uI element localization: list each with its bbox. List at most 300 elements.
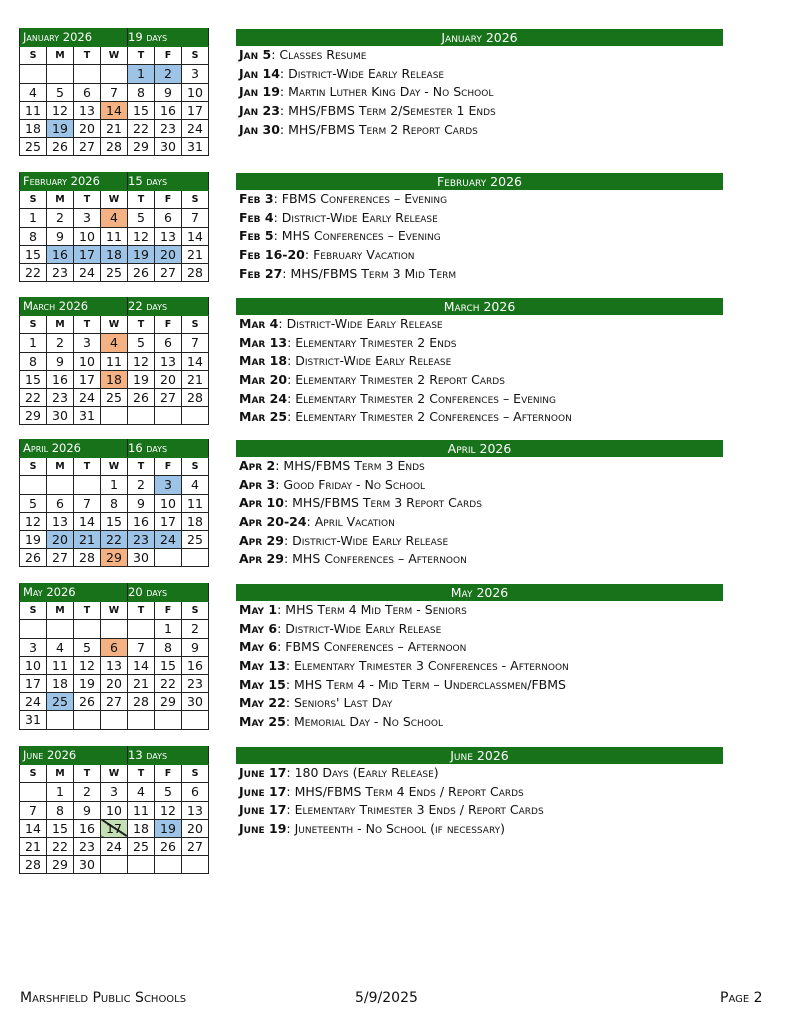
- calendar-week-row: [20, 783, 209, 801]
- calendar-day-cell: 2: [47, 334, 74, 352]
- calendar-3: [19, 439, 209, 567]
- calendar-week-row: [20, 711, 209, 729]
- event-description: : Elementary Trimester 2 Conferences – Evening: [287, 390, 557, 406]
- calendar-day-cell: 18: [128, 819, 155, 837]
- calendar-day-cell: 3: [101, 783, 128, 801]
- footer-school-name: Marshfield Public Schools: [20, 990, 187, 1006]
- calendar-day-cell: 28: [182, 263, 209, 281]
- weekday-header: W: [101, 602, 128, 620]
- calendar-day-cell: 13: [74, 101, 101, 119]
- event-description: : 180 Days (Early Release): [286, 765, 439, 780]
- weekday-header: F: [155, 602, 182, 620]
- calendar-day-cell: 28: [128, 693, 155, 711]
- calendar-day-cell: 4: [128, 783, 155, 801]
- calendar-day-cell: 10: [182, 83, 209, 101]
- calendar-day-cell: 3: [74, 209, 101, 227]
- calendar-day-cell: 28: [74, 549, 101, 567]
- calendar-day-cell: 24: [155, 530, 182, 548]
- event-date: May 22: [239, 695, 286, 711]
- calendar-week-row: [20, 370, 209, 388]
- weekday-header: S: [20, 47, 47, 65]
- event-item: [236, 334, 723, 353]
- calendar-day-cell: [101, 711, 128, 729]
- calendar-day-cell: 20: [101, 674, 128, 692]
- calendar-day-cell: 16: [47, 245, 74, 263]
- footer-date: 5/9/2025: [355, 990, 418, 1006]
- calendar-day-cell: 23: [182, 674, 209, 692]
- calendar-day-cell: 19: [128, 245, 155, 263]
- calendar-week-row: [20, 227, 209, 245]
- calendar-day-cell: 20: [182, 819, 209, 837]
- calendar-1: [19, 172, 209, 282]
- event-date: June 19: [239, 821, 287, 837]
- event-date: Apr 29: [239, 551, 284, 567]
- weekday-header: S: [182, 191, 209, 209]
- weekday-header: W: [101, 458, 128, 476]
- weekday-header: S: [20, 458, 47, 476]
- calendar-week-row: [20, 407, 209, 425]
- calendar-day-cell: 12: [155, 801, 182, 819]
- calendar-week-row: [20, 693, 209, 711]
- calendar-day-cell: 6: [155, 334, 182, 352]
- calendar-day-cell: [74, 476, 101, 494]
- event-description: : MHS/FBMS Term 3 Report Cards: [283, 495, 482, 511]
- calendar-day-cell: 18: [182, 512, 209, 530]
- event-item: [236, 638, 723, 657]
- weekday-header: W: [101, 765, 128, 783]
- calendar-week-row: [20, 119, 209, 137]
- calendar-day-cell: 31: [74, 407, 101, 425]
- event-list: [236, 190, 723, 283]
- calendar-day-cell: [155, 856, 182, 874]
- event-item: [236, 601, 723, 620]
- calendar-day-cell: 16: [128, 512, 155, 530]
- calendar-day-cell: [20, 783, 47, 801]
- calendar-day-cell: 7: [182, 209, 209, 227]
- calendar-day-cell: 7: [74, 494, 101, 512]
- event-section-title: June 2026: [236, 747, 723, 764]
- event-description: : MHS/FBMS Term 3 Ends: [275, 458, 425, 473]
- calendar-day-cell: 3: [155, 476, 182, 494]
- event-date: Feb 16-20: [239, 247, 305, 263]
- calendar-week-row: [20, 674, 209, 692]
- calendar-day-cell: 10: [20, 656, 47, 674]
- calendar-week-row: [20, 856, 209, 874]
- calendar-day-cell: 20: [74, 119, 101, 137]
- calendar-day-cell: 25: [20, 138, 47, 156]
- event-section-title: April 2026: [236, 440, 723, 457]
- calendar-day-cell: 19: [47, 119, 74, 137]
- calendar-day-cell: 5: [74, 638, 101, 656]
- event-item: [236, 65, 723, 84]
- event-list: [236, 315, 723, 427]
- calendar-day-cell: 21: [182, 245, 209, 263]
- calendar-day-cell: 19: [128, 370, 155, 388]
- event-description: : FBMS Conferences – Evening: [273, 191, 448, 206]
- calendar-2: [19, 297, 209, 425]
- calendar-day-cell: 29: [20, 407, 47, 425]
- calendar-day-cell: 30: [128, 549, 155, 567]
- weekday-header: T: [128, 765, 155, 783]
- calendar-month-title: March 2026: [20, 298, 128, 316]
- calendar-day-cell: [74, 65, 101, 83]
- event-item: [236, 620, 723, 639]
- calendar-day-cell: 25: [101, 263, 128, 281]
- event-description: : Martin Luther King Day - No School: [279, 84, 494, 100]
- calendar-day-cell: 29: [101, 549, 128, 567]
- calendar-day-cell: [20, 65, 47, 83]
- weekday-header: S: [182, 765, 209, 783]
- calendar-day-cell: 13: [101, 656, 128, 674]
- weekday-header: W: [101, 47, 128, 65]
- calendar-day-cell: 7: [101, 83, 128, 101]
- event-description: : MHS Term 4 Mid Term - Seniors: [277, 602, 467, 617]
- event-list: [236, 601, 723, 732]
- weekday-header: T: [74, 458, 101, 476]
- event-list: [236, 764, 723, 839]
- event-description: : MHS/FBMS Term 2 Report Cards: [279, 121, 478, 137]
- calendar-day-cell: 15: [155, 656, 182, 674]
- calendar-day-cell: [74, 711, 101, 729]
- weekday-header: M: [47, 47, 74, 65]
- weekday-header: S: [182, 458, 209, 476]
- event-item: [236, 102, 723, 121]
- weekday-header: T: [74, 47, 101, 65]
- calendar-day-cell: [155, 407, 182, 425]
- calendar-day-cell: [182, 549, 209, 567]
- event-description: : Elementary Trimester 3 Ends / Report Cards: [286, 802, 544, 818]
- event-date: May 1: [239, 602, 278, 617]
- weekday-header: F: [155, 458, 182, 476]
- event-date: June 17: [239, 783, 287, 799]
- calendar-day-cell: 19: [155, 819, 182, 837]
- event-item: [236, 532, 723, 551]
- weekday-header: S: [20, 191, 47, 209]
- weekday-header: F: [155, 47, 182, 65]
- calendar-month-title: May 2026: [20, 584, 128, 602]
- event-date: Apr 2: [239, 458, 276, 473]
- event-date: June 17: [239, 802, 287, 818]
- calendar-day-count: 15 days: [128, 173, 209, 191]
- calendar-day-cell: [47, 476, 74, 494]
- calendar-day-cell: 13: [155, 352, 182, 370]
- event-item: [236, 83, 723, 102]
- event-date: Mar 18: [239, 353, 288, 369]
- calendar-day-cell: 10: [74, 352, 101, 370]
- calendar-day-cell: [128, 620, 155, 638]
- event-section: [236, 440, 723, 569]
- weekday-header: F: [155, 316, 182, 334]
- event-description: : MHS Conferences – Evening: [273, 228, 441, 244]
- event-section: [236, 173, 723, 283]
- calendar-week-row: [20, 837, 209, 855]
- calendar-week-row: [20, 494, 209, 512]
- calendar-0: [19, 28, 209, 156]
- calendar-day-cell: [20, 620, 47, 638]
- calendar-day-cell: 16: [74, 819, 101, 837]
- calendar-day-cell: 28: [20, 856, 47, 874]
- weekday-header: T: [74, 316, 101, 334]
- calendar-day-cell: [182, 856, 209, 874]
- calendar-day-cell: 30: [182, 693, 209, 711]
- weekday-header: T: [74, 602, 101, 620]
- calendar-day-cell: 30: [74, 856, 101, 874]
- calendar-day-cell: 14: [74, 512, 101, 530]
- weekday-header: T: [74, 765, 101, 783]
- event-description: : Elementary Trimester 2 Ends: [287, 334, 457, 350]
- event-item: [236, 494, 723, 513]
- event-date: Apr 20-24: [239, 514, 307, 530]
- calendar-day-cell: 1: [20, 334, 47, 352]
- weekday-header: T: [128, 458, 155, 476]
- weekday-header: S: [182, 47, 209, 65]
- calendar-day-cell: 13: [155, 227, 182, 245]
- calendar-day-cell: 3: [20, 638, 47, 656]
- event-list: [236, 46, 723, 139]
- event-description: : MHS/FBMS Term 3 Mid Term: [282, 265, 457, 281]
- calendar-day-cell: 6: [101, 638, 128, 656]
- calendar-week-row: [20, 138, 209, 156]
- weekday-header: W: [101, 191, 128, 209]
- calendar-day-cell: 23: [74, 837, 101, 855]
- calendar-day-cell: [47, 620, 74, 638]
- weekday-header: T: [128, 191, 155, 209]
- event-item: [236, 352, 723, 371]
- calendar-day-cell: 16: [182, 656, 209, 674]
- weekday-header: M: [47, 191, 74, 209]
- calendar-day-cell: 14: [182, 227, 209, 245]
- calendar-day-cell: 24: [101, 837, 128, 855]
- calendar-day-cell: 26: [128, 388, 155, 406]
- calendar-week-row: [20, 101, 209, 119]
- calendar-day-count: 19 days: [128, 29, 209, 47]
- calendar-day-cell: 11: [101, 227, 128, 245]
- calendar-day-cell: 25: [182, 530, 209, 548]
- calendar-day-cell: 29: [47, 856, 74, 874]
- calendar-day-cell: 17: [74, 370, 101, 388]
- weekday-header: M: [47, 458, 74, 476]
- event-date: Mar 25: [239, 409, 288, 425]
- event-date: Jan 14: [239, 65, 280, 81]
- calendar-day-cell: [182, 407, 209, 425]
- event-date: Mar 20: [239, 372, 288, 388]
- calendar-week-row: [20, 388, 209, 406]
- event-date: Jan 30: [239, 121, 280, 137]
- calendar-day-cell: 8: [155, 638, 182, 656]
- calendar-day-cell: 9: [47, 227, 74, 245]
- calendar-day-cell: 20: [155, 245, 182, 263]
- calendar-week-row: [20, 819, 209, 837]
- calendar-day-cell: [128, 856, 155, 874]
- calendar-day-cell: 5: [47, 83, 74, 101]
- event-date: May 6: [239, 639, 278, 655]
- calendar-day-cell: [101, 407, 128, 425]
- calendar-week-row: [20, 620, 209, 638]
- calendar-day-cell: 20: [47, 530, 74, 548]
- calendar-day-cell: 7: [20, 801, 47, 819]
- calendar-day-cell: 9: [74, 801, 101, 819]
- event-item: [236, 209, 723, 228]
- calendar-day-cell: 8: [20, 227, 47, 245]
- event-description: : Classes Resume: [271, 47, 367, 62]
- event-date: Jan 5: [239, 47, 272, 62]
- calendar-day-cell: 29: [128, 138, 155, 156]
- calendar-day-cell: 10: [74, 227, 101, 245]
- calendar-day-count: 13 days: [128, 747, 209, 765]
- event-section-title: May 2026: [236, 584, 723, 601]
- event-section: [236, 298, 723, 427]
- event-item: [236, 513, 723, 532]
- event-date: Apr 29: [239, 532, 284, 548]
- event-description: : April Vacation: [306, 514, 395, 530]
- calendar-day-cell: 7: [182, 334, 209, 352]
- calendar-week-row: [20, 352, 209, 370]
- calendar-day-cell: 11: [47, 656, 74, 674]
- calendar-day-cell: [155, 711, 182, 729]
- calendar-day-cell: 22: [20, 263, 47, 281]
- event-description: : Good Friday - No School: [275, 476, 426, 492]
- calendar-day-cell: 28: [101, 138, 128, 156]
- event-description: : MHS Conferences – Afternoon: [283, 551, 467, 567]
- calendar-month-title: June 2026: [20, 747, 128, 765]
- event-date: May 15: [239, 676, 286, 692]
- event-date: Jan 23: [239, 103, 280, 119]
- event-item: [236, 46, 723, 65]
- calendar-day-cell: 1: [47, 783, 74, 801]
- calendar-day-cell: 1: [155, 620, 182, 638]
- calendar-day-cell: [101, 856, 128, 874]
- calendar-day-cell: 13: [182, 801, 209, 819]
- event-date: Feb 5: [239, 228, 274, 244]
- calendar-day-cell: 12: [128, 352, 155, 370]
- calendar-day-cell: [47, 65, 74, 83]
- event-date: Mar 13: [239, 334, 288, 350]
- calendar-day-cell: 6: [155, 209, 182, 227]
- calendar-day-cell: 12: [47, 101, 74, 119]
- calendar-day-cell: 21: [74, 530, 101, 548]
- calendar-week-row: [20, 638, 209, 656]
- calendar-day-cell: 30: [155, 138, 182, 156]
- event-section-title: March 2026: [236, 298, 723, 315]
- weekday-header: T: [128, 602, 155, 620]
- calendar-day-cell: 2: [128, 476, 155, 494]
- calendar-day-cell: 11: [101, 352, 128, 370]
- calendar-day-cell: 2: [74, 783, 101, 801]
- event-item: [236, 713, 723, 732]
- calendar-day-cell: 4: [101, 334, 128, 352]
- calendar-day-cell: 3: [182, 65, 209, 83]
- calendar-day-count: 20 days: [128, 584, 209, 602]
- calendar-day-cell: 17: [20, 674, 47, 692]
- weekday-header: S: [20, 316, 47, 334]
- calendar-day-cell: 21: [128, 674, 155, 692]
- calendar-day-cell: 8: [20, 352, 47, 370]
- calendar-day-cell: [47, 711, 74, 729]
- weekday-header: S: [182, 602, 209, 620]
- event-item: [236, 315, 723, 334]
- calendar-week-row: [20, 263, 209, 281]
- calendar-day-cell: 25: [101, 388, 128, 406]
- calendar-day-cell: 4: [47, 638, 74, 656]
- calendar-day-cell: 2: [47, 209, 74, 227]
- weekday-header: W: [101, 316, 128, 334]
- weekday-header: M: [47, 316, 74, 334]
- event-description: : February Vacation: [304, 247, 415, 263]
- event-description: : District-Wide Early Release: [283, 532, 449, 548]
- calendar-day-cell: 28: [182, 388, 209, 406]
- calendar-month-title: April 2026: [20, 440, 128, 458]
- calendar-day-cell: 18: [101, 370, 128, 388]
- calendar-day-cell: [155, 549, 182, 567]
- calendar-day-cell: 7: [128, 638, 155, 656]
- event-item: [236, 121, 723, 140]
- event-item: [236, 371, 723, 390]
- calendar-day-cell: 27: [182, 837, 209, 855]
- event-item: [236, 408, 723, 427]
- event-description: : FBMS Conferences – Afternoon: [277, 639, 467, 655]
- calendar-day-cell: 11: [20, 101, 47, 119]
- calendar-month-title: February 2026: [20, 173, 128, 191]
- calendar-day-cell: 23: [47, 263, 74, 281]
- calendar-day-cell: 5: [128, 209, 155, 227]
- calendar-week-row: [20, 530, 209, 548]
- calendar-day-cell: 22: [20, 388, 47, 406]
- event-item: [236, 265, 723, 284]
- event-description: : Juneteenth - No School (if necessary): [286, 821, 506, 837]
- calendar-day-cell: 26: [128, 263, 155, 281]
- calendar-5: [19, 746, 209, 874]
- calendar-month-title: January 2026: [20, 29, 128, 47]
- calendar-day-cell: [128, 407, 155, 425]
- event-description: : Elementary Trimester 2 Conferences – Afternoon: [287, 409, 572, 425]
- calendar-day-cell: 22: [128, 119, 155, 137]
- event-item: [236, 783, 723, 802]
- event-section: [236, 29, 723, 139]
- event-date: Apr 10: [239, 495, 284, 511]
- calendar-day-cell: [74, 620, 101, 638]
- event-list: [236, 457, 723, 569]
- calendar-day-count: 22 days: [128, 298, 209, 316]
- calendar-day-cell: 17: [74, 245, 101, 263]
- calendar-day-cell: 31: [182, 138, 209, 156]
- weekday-header: T: [128, 47, 155, 65]
- calendar-day-cell: 5: [128, 334, 155, 352]
- event-description: : District-Wide Early Release: [279, 65, 445, 81]
- calendar-day-cell: 10: [101, 801, 128, 819]
- calendar-day-count: 16 days: [128, 440, 209, 458]
- calendar-day-cell: 27: [155, 263, 182, 281]
- calendar-day-cell: 1: [20, 209, 47, 227]
- event-date: May 6: [239, 620, 278, 636]
- event-description: : District-Wide Early Release: [277, 620, 442, 636]
- event-section-title: February 2026: [236, 173, 723, 190]
- calendar-day-cell: 12: [128, 227, 155, 245]
- calendar-day-cell: 25: [128, 837, 155, 855]
- weekday-header: S: [20, 602, 47, 620]
- event-item: [236, 801, 723, 820]
- calendar-day-cell: 23: [128, 530, 155, 548]
- calendar-day-cell: 1: [101, 476, 128, 494]
- calendar-week-row: [20, 65, 209, 83]
- event-item: [236, 657, 723, 676]
- calendar-day-cell: 8: [101, 494, 128, 512]
- event-item: [236, 694, 723, 713]
- calendar-day-cell: 15: [47, 819, 74, 837]
- event-section-title: January 2026: [236, 29, 723, 46]
- calendar-day-cell: 11: [182, 494, 209, 512]
- calendar-day-cell: [101, 65, 128, 83]
- calendar-day-cell: 11: [128, 801, 155, 819]
